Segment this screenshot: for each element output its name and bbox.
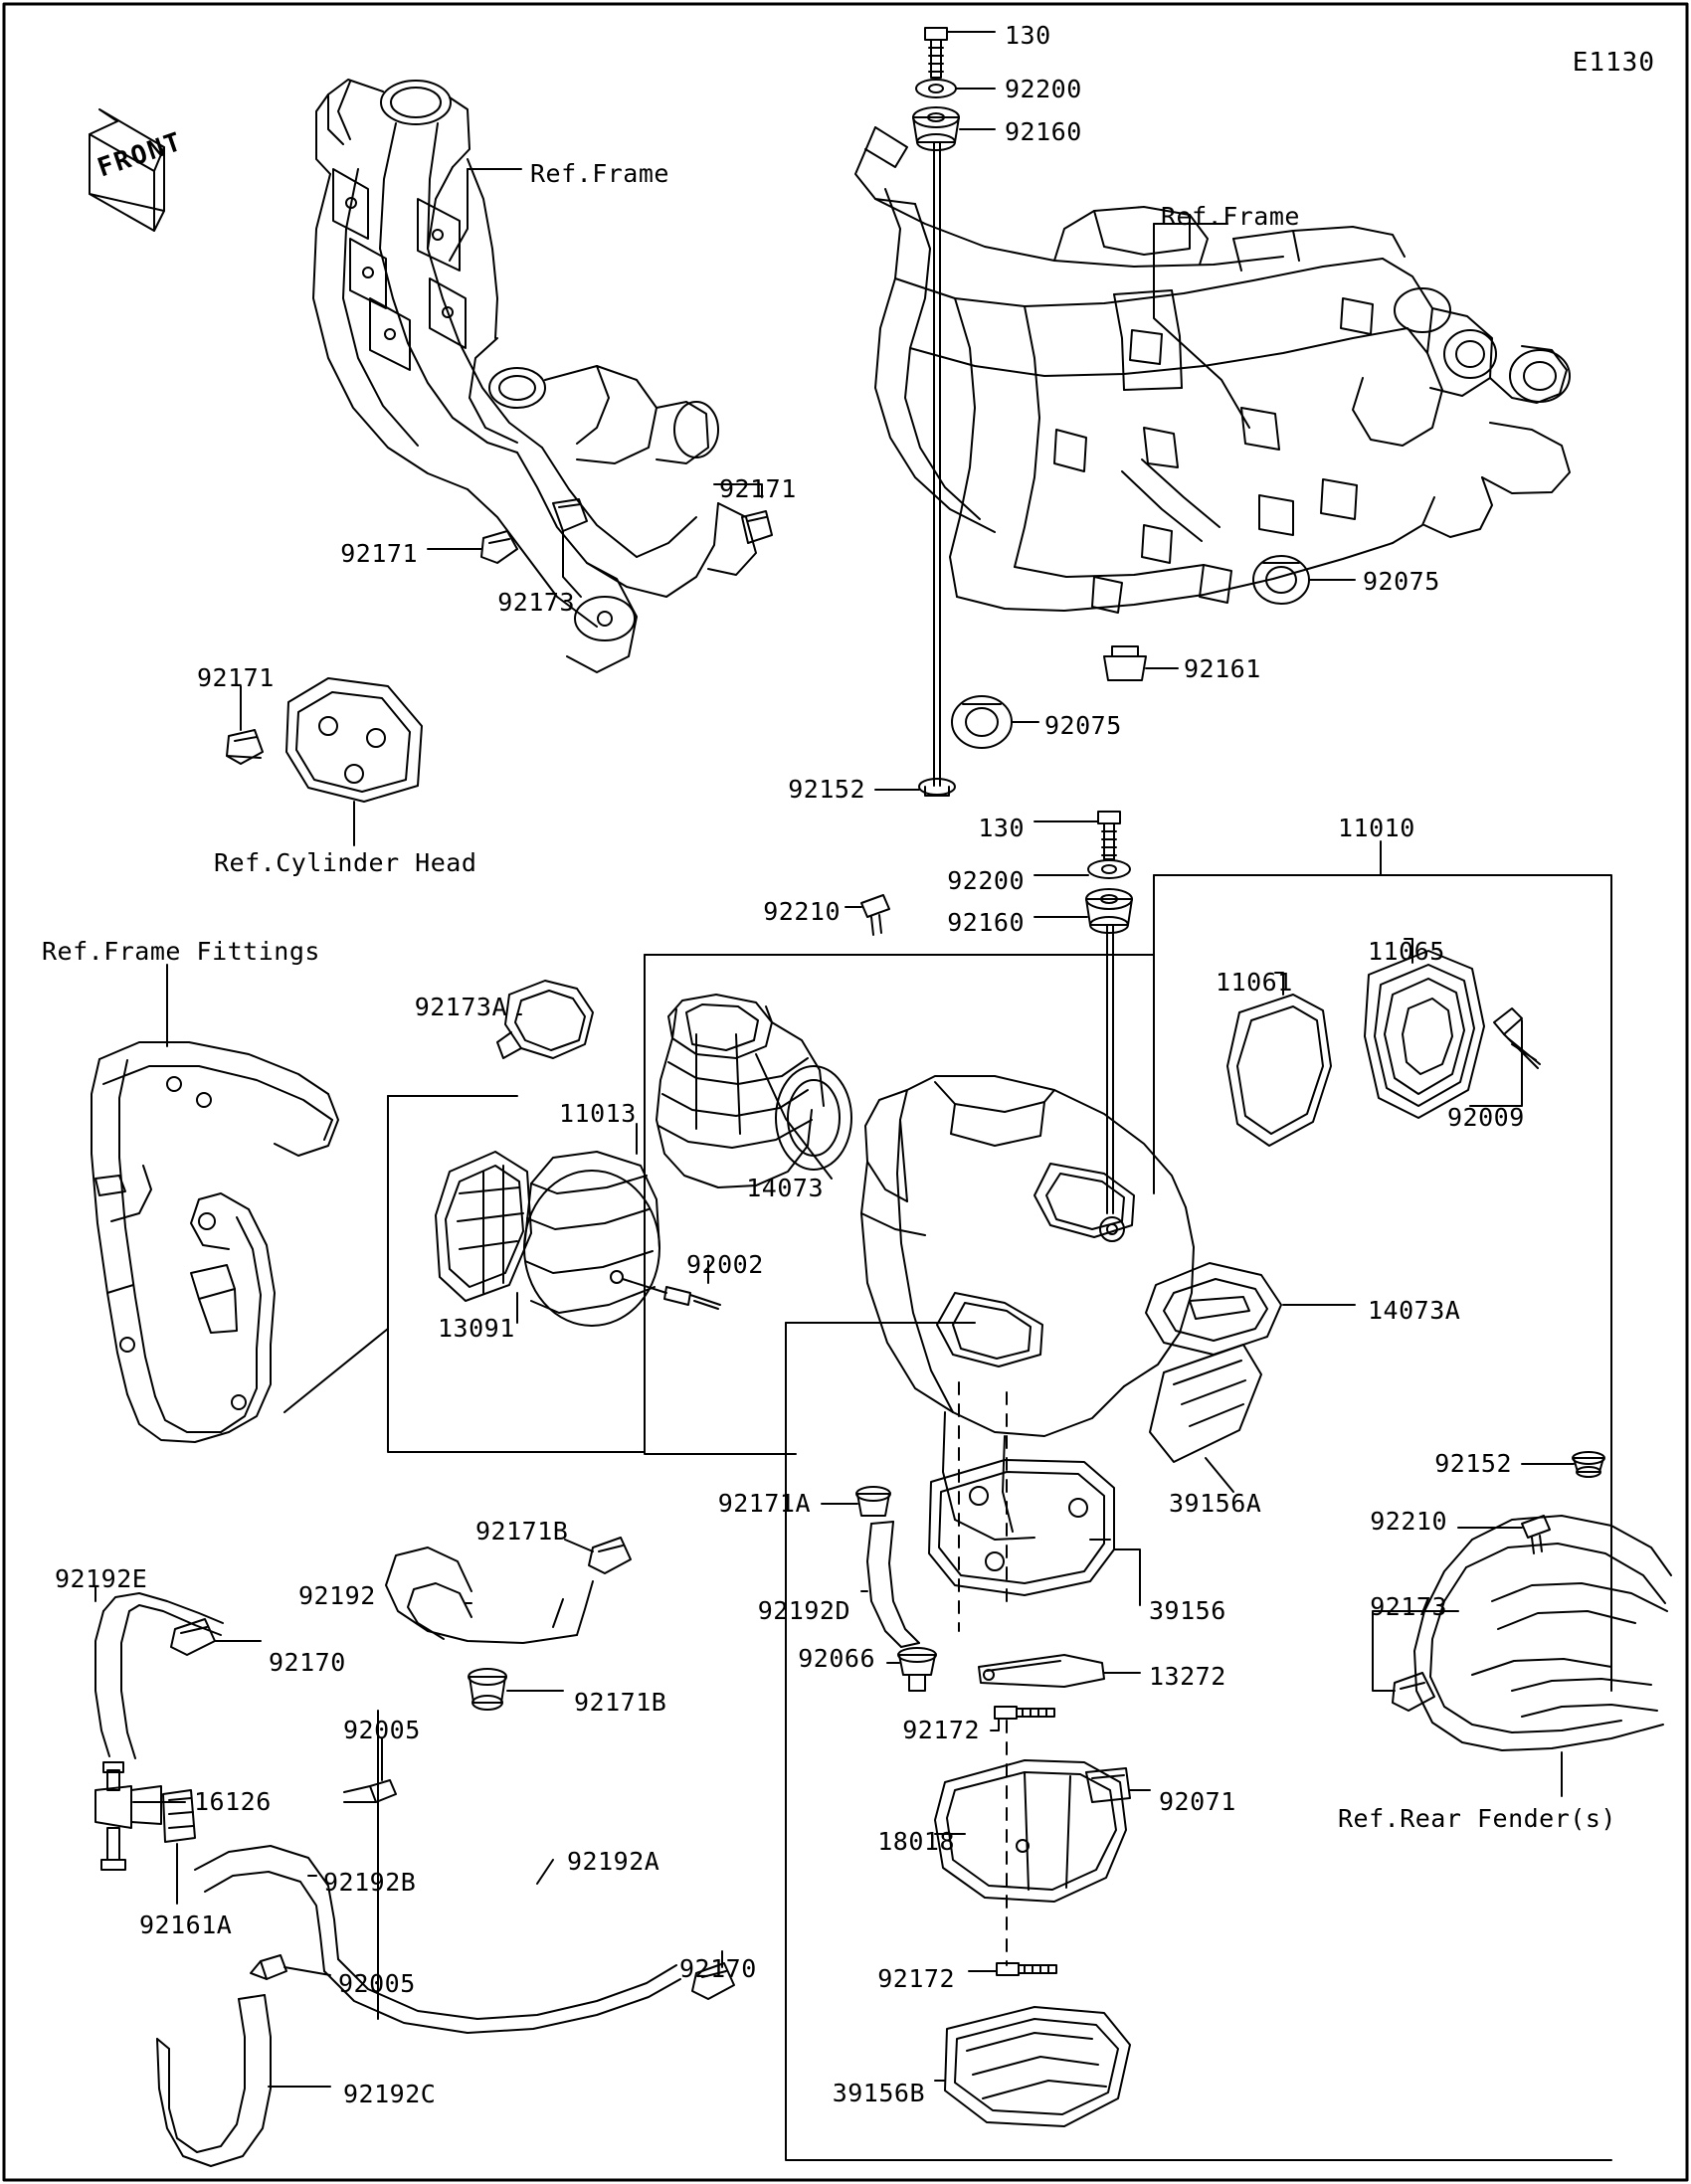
- callout-92066: 92066: [798, 1644, 875, 1673]
- callout-92192A: 92192A: [567, 1847, 660, 1876]
- callout-92173-a: 92173: [497, 588, 575, 617]
- callout-11065: 11065: [1368, 937, 1445, 966]
- front-label: FRONT: [94, 126, 187, 184]
- callout-92160-top: 92160: [1005, 117, 1082, 146]
- callout-13272: 13272: [1149, 1662, 1226, 1691]
- callout-92200-second: 92200: [947, 866, 1025, 895]
- callout-92172-upper: 92172: [902, 1716, 980, 1744]
- callout-14073A: 14073A: [1368, 1296, 1461, 1325]
- callout-92161A: 92161A: [139, 1911, 233, 1939]
- callout-13091: 13091: [438, 1314, 515, 1343]
- callout-92173-right: 92173: [1370, 1592, 1447, 1621]
- callout-92171-a: 92171: [340, 539, 418, 568]
- callout-92172-lower: 92172: [877, 1964, 955, 1993]
- reference-label-frame-front: Ref.Frame: [530, 159, 669, 188]
- callout-92200-top: 92200: [1005, 75, 1082, 103]
- sheet-id: E1130: [1572, 48, 1655, 78]
- callout-92170-lower: 92170: [679, 1954, 757, 1983]
- callout-92171-c: 92171: [719, 474, 797, 503]
- callout-39156A: 39156A: [1169, 1489, 1262, 1518]
- callout-92192B: 92192B: [323, 1868, 417, 1897]
- callout-92005-lower: 92005: [338, 1969, 416, 1998]
- callout-92171A: 92171A: [717, 1489, 811, 1518]
- callout-11010: 11010: [1338, 814, 1415, 842]
- callout-92171B-bottom: 92171B: [574, 1688, 667, 1717]
- callout-39156: 39156: [1149, 1596, 1226, 1625]
- callout-92161: 92161: [1184, 654, 1261, 683]
- front-direction-marker: [85, 109, 196, 201]
- callout-92192: 92192: [298, 1581, 376, 1610]
- callout-92171B-top: 92171B: [475, 1517, 569, 1546]
- callout-92192D: 92192D: [757, 1596, 850, 1625]
- callout-130-second: 130: [978, 814, 1025, 842]
- callout-18018: 18018: [877, 1827, 955, 1856]
- callout-92160-second: 92160: [947, 908, 1025, 937]
- reference-label-cylinder-head: Ref.Cylinder Head: [214, 848, 477, 877]
- callout-92210-upper: 92210: [763, 897, 841, 926]
- callout-92002: 92002: [686, 1250, 764, 1279]
- callout-92152-left: 92152: [788, 775, 865, 804]
- callout-92075-lower: 92075: [1044, 711, 1122, 740]
- callout-92071: 92071: [1159, 1787, 1236, 1816]
- callout-92152-right: 92152: [1434, 1449, 1512, 1478]
- reference-label-frame-fittings: Ref.Frame Fittings: [42, 937, 320, 966]
- callout-92075-upper: 92075: [1363, 567, 1440, 596]
- callout-130-top: 130: [1005, 21, 1051, 50]
- callout-92005-upper: 92005: [343, 1716, 421, 1744]
- callout-39156B: 39156B: [832, 2079, 925, 2107]
- callout-16126: 16126: [194, 1787, 272, 1816]
- callout-92192C: 92192C: [343, 2080, 437, 2108]
- reference-label-rear-fender: Ref.Rear Fender(s): [1338, 1804, 1616, 1833]
- callout-92171-b: 92171: [197, 663, 275, 692]
- callout-11013: 11013: [559, 1099, 637, 1128]
- callout-92009: 92009: [1447, 1103, 1525, 1132]
- callout-92170-upper: 92170: [269, 1648, 346, 1677]
- callout-92173A: 92173A: [414, 993, 507, 1021]
- callout-92210-right: 92210: [1370, 1507, 1447, 1536]
- callout-92192E: 92192E: [55, 1564, 148, 1593]
- callout-14073: 14073: [746, 1174, 824, 1202]
- reference-label-frame-main: Ref.Frame: [1161, 202, 1300, 231]
- callout-11061: 11061: [1216, 968, 1293, 997]
